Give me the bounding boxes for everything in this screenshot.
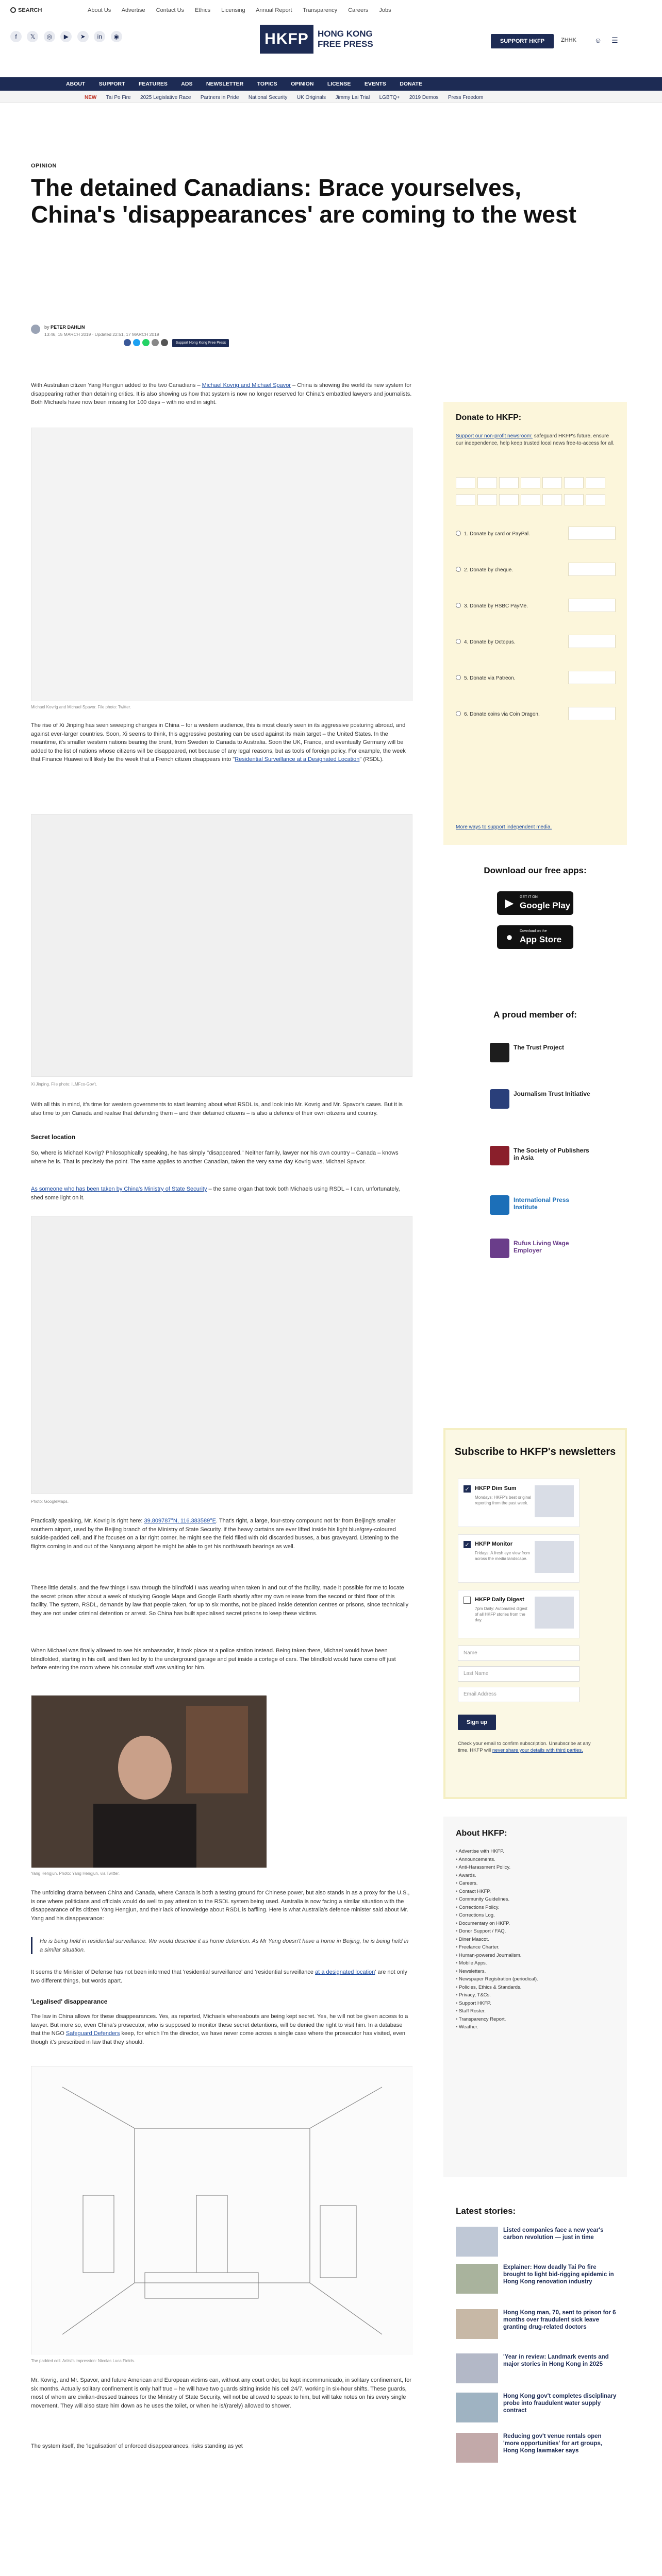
- story-thumbnail: [456, 2264, 498, 2294]
- donate-option[interactable]: 3. Donate by HSBC PayMe.: [456, 603, 616, 618]
- nav-item[interactable]: DONATE: [400, 81, 422, 87]
- copy-link-icon[interactable]: [161, 339, 168, 346]
- logo-text: HONG KONG FREE PRESS: [318, 29, 373, 49]
- about-link[interactable]: • Human-powered Journalism.: [456, 1952, 610, 1960]
- topic-link[interactable]: Partners in Pride: [200, 95, 239, 100]
- bank-icon: [499, 494, 519, 505]
- latest-title: Latest stories:: [456, 2206, 516, 2216]
- story-thumbnail: [456, 2433, 498, 2463]
- apps-title: Download our free apps:: [484, 866, 587, 875]
- donate-title: Donate to HKFP:: [456, 413, 522, 422]
- checkbox-checked-icon[interactable]: ✓: [464, 1485, 471, 1493]
- top-link[interactable]: Ethics: [195, 7, 211, 13]
- topic-bar: [0, 91, 662, 103]
- donate-option[interactable]: 1. Donate by card or PayPal.: [456, 531, 616, 546]
- about-box: [443, 1817, 627, 2177]
- octopus-icon: [564, 477, 584, 488]
- radio-icon: [456, 711, 461, 716]
- checkbox-icon[interactable]: [464, 1597, 471, 1604]
- article-paragraph: Mr. Kovrig, and Mr. Spavor, and future American and European victims can, without any court order, be kept incommunicado, in solitary confinement, for six months. Actually solitary confinement is only half true – he will have two guards sitting inside his cell 24/7, working in six-hour shifts. These guards, most of whom are civilian-dressed trainees for the Ministry of State Security, will not be allowed to speak to him, but will take notes on his every single movement. They will also stare him down as he uses the toilet, or when he is/(rarely) allowed to shower.: [31, 2377, 411, 2409]
- sopa-icon: [490, 1146, 509, 1165]
- account-icon[interactable]: ☺: [594, 36, 602, 44]
- apps-box: [443, 866, 627, 994]
- about-link[interactable]: • Advertise with HKFP.: [456, 1848, 610, 1856]
- newsletter-thumbnail: [535, 1485, 574, 1517]
- story-item[interactable]: Reducing gov't venue rentals open 'more opportunities' for art groups, Hong Kong lawmaker says: [456, 2433, 616, 2465]
- about-link[interactable]: • Awards.: [456, 1872, 610, 1880]
- story-thumbnail: [456, 2393, 498, 2422]
- donate-option-image: [568, 635, 616, 648]
- member-logo[interactable]: Rufus Living Wage Employer: [490, 1236, 593, 1261]
- article-paragraph: These little details, and the few things I saw through the blindfold I was wearing when taken in and out of the facility, made it possible for me to locate the secret prison after about a week of studying Google Maps and Google Earth shortly after my own release from the second or third floor of this facility. The system, RSDL, demands by law that people taken, for up to six months, not be placed inside detention centres or prisons, since technically they are not under criminal detention or arrest. So China has built specialised secret prisons to keep these victims.: [31, 1585, 409, 1617]
- story-item[interactable]: Listed companies face a new year's carbon revolution — just in time: [456, 2227, 616, 2259]
- donate-option[interactable]: 2. Donate by cheque.: [456, 567, 616, 582]
- about-link[interactable]: • Careers.: [456, 1879, 610, 1888]
- donate-option-image: [568, 599, 616, 612]
- top-link[interactable]: Annual Report: [256, 7, 292, 13]
- radio-icon: [456, 603, 461, 608]
- top-link[interactable]: About Us: [88, 7, 111, 13]
- topic-link[interactable]: Jimmy Lai Trial: [335, 95, 370, 100]
- app-store-button[interactable]: ● Download on the App Store: [497, 925, 573, 949]
- member-logo[interactable]: The Society of Publishers in Asia: [490, 1144, 593, 1168]
- cell-sketch: [31, 2066, 413, 2355]
- menu-icon[interactable]: ☰: [611, 36, 618, 44]
- story-thumbnail: [456, 2353, 498, 2383]
- top-link[interactable]: Jobs: [379, 7, 391, 13]
- about-list: [456, 1848, 610, 2031]
- article-paragraph: So, where is Michael Kovrig? Philosophically speaking, he has simply "disappeared." Neither family, lawyer nor his own country – Canada – knows where he is. That is precisely the point. The same applies to another Canadian, taken the very same day Kovrig was, Michael Spavor.: [31, 1150, 399, 1165]
- inline-link[interactable]: As someone who has been taken by China's Ministry of State Security: [31, 1186, 207, 1192]
- article-photo: [31, 1695, 266, 1867]
- radio-icon: [456, 639, 461, 644]
- article-photo: [31, 1216, 412, 1494]
- story-item[interactable]: 'Year in review: Landmark events and major stories in Hong Kong in 2025: [456, 2353, 616, 2385]
- topic-link[interactable]: Press Freedom: [448, 95, 484, 100]
- coordinates-link[interactable]: 39.809787°N, 116.383589°E: [144, 1518, 216, 1524]
- whatsapp-share-icon[interactable]: [142, 339, 150, 346]
- donate-link[interactable]: Support our non-profit newsroom:: [456, 433, 533, 439]
- topic-link[interactable]: 2019 Demos: [409, 95, 439, 100]
- photo-caption: Michael Kovrig and Michael Spavor. File photo: Twitter.: [31, 705, 131, 709]
- newsletter-title: Subscribe to HKFP's newsletters: [454, 1446, 616, 1458]
- donate-option[interactable]: 5. Donate via Patreon.: [456, 675, 616, 690]
- author-avatar: [31, 325, 40, 334]
- search-icon: [10, 7, 16, 13]
- about-link[interactable]: • Corrections Log.: [456, 1911, 610, 1920]
- pull-quote: He is being held in residential surveillance. We would describe it as home detention. As Mr Yang doesn't have a home in Beijing, he is being held in a similar situation.: [31, 1937, 412, 1954]
- article-paragraph: The unfolding drama between China and Canada, where Canada is both a testing ground for Chinese power, but also stands in as a proxy for the U.S., is one where politicians and officials would do well to pay attention to the RSDL system being used. Australia is now facing a similar situation with the disappearance of its citizen Yang Hengjun, and their lack of knowledge about RSDL is baffling. Here is what Australia's defence minister said about Mr. Yang and his disappearance:: [31, 1890, 410, 1922]
- about-link[interactable]: • Newsletters.: [456, 1968, 610, 1976]
- trust-project-icon: [490, 1043, 509, 1062]
- telegram-icon[interactable]: ➤: [77, 31, 89, 42]
- about-link[interactable]: • Support HKFP.: [456, 1999, 610, 2008]
- about-title: About HKFP:: [456, 1829, 507, 1838]
- donate-box: [443, 402, 627, 845]
- rss-icon[interactable]: ◉: [111, 31, 122, 42]
- article-paragraph: Practically speaking, Mr. Kovrig is right here: 39.809787°N, 116.383589°E. That's right, a large, four-story compound not far from Beijing's smaller southern airport, used by the Beijing branch of the Ministry of State Security. If the heavy curtains are ever lifted inside his light blue/grey-coloured suicide-padded cell, and if he focuses on a far right corner, he might see the field filled with old discarded busses, a bus graveyard. Listening to the flights coming in and out of the Nanyuang airport he might be able to get his north/south bearings as well.: [31, 1518, 399, 1550]
- section-heading: Secret location: [31, 1133, 76, 1141]
- article-paragraph: The rise of Xi Jinping has seen sweeping changes in China – for a western audience, this is most clearly seen in its aggressive posturing abroad, and against ever-larger countries. Soon, Xi seems to think, this aggressive posturing can be used against its main target – the United States. In the meantime, it's smaller western nations bearing the brunt, from Sweden to Canada to Australia. Soon the UK, France, and eventually Germany will be added to the list of nations whose citizens will be disappeared, not because of any legal reasons, but as tools of foreign policy. For example, the week that Finance Huawei will likely be the week that a French citizen disappears into "Residential Surveillance at a Designated Location" (RSDL).: [31, 722, 406, 762]
- nav-item[interactable]: ABOUT: [66, 81, 86, 87]
- about-link[interactable]: • Mobile Apps.: [456, 1959, 610, 1968]
- about-link[interactable]: • Privacy, T&Cs.: [456, 1991, 610, 1999]
- fps-icon: [456, 494, 475, 505]
- alipay-icon: [521, 494, 540, 505]
- nav-item[interactable]: NEWSLETTER: [206, 81, 244, 87]
- paypal-icon: [521, 477, 540, 488]
- twitter-share-icon[interactable]: [133, 339, 140, 346]
- top-links: [88, 7, 401, 13]
- signup-button[interactable]: Sign up: [458, 1715, 496, 1730]
- nav-item[interactable]: LICENSE: [327, 81, 351, 87]
- portrait-placeholder: [31, 1696, 267, 1868]
- patreon-icon: [586, 477, 605, 488]
- mastercard-icon: [477, 477, 497, 488]
- jti-icon: [490, 1089, 509, 1109]
- about-link[interactable]: • Staff Roster.: [456, 2007, 610, 2015]
- applepay-icon: [564, 494, 584, 505]
- radio-icon: [456, 531, 461, 536]
- newsletter-box: [443, 1428, 627, 1799]
- story-item[interactable]: Explainer: How deadly Tai Po fire brought to light bid-rigging epidemic in Hong Kong renovation industry: [456, 2264, 616, 2296]
- member-logo[interactable]: The Trust Project: [490, 1041, 593, 1065]
- nav-item[interactable]: OPINION: [291, 81, 314, 87]
- about-link[interactable]: • Community Guidelines.: [456, 1895, 610, 1904]
- about-link[interactable]: • Announcements.: [456, 1856, 610, 1864]
- inline-link[interactable]: Residential Surveillance at a Designated Location: [235, 756, 360, 762]
- story-thumbnail: [456, 2227, 498, 2257]
- article-paragraph: With Australian citizen Yang Hengjun added to the two Canadians – Michael Kovrig and Michael Spavor – China is showing the world its new system for disappearing rather than detaining critics. It is also showing us how that system is now no longer reserved for China's embattled lawyers and journalists. Both Michaels have now been missing for 100 days – with no end in sight.: [31, 382, 412, 405]
- nav-item[interactable]: FEATURES: [139, 81, 168, 87]
- email-input[interactable]: Email Address: [458, 1687, 580, 1702]
- article-paragraph: The law in China allows for these disappearances. Yes, as reported, Michaels whereabouts are being kept secret. Yes, he will not be given access to a lawyer. But more so, even China's prosecutor, who is supposed to monitor these secret detentions, will be denied the right to visit him. In a database that the NGO Safeguard Defenders keep, for which I'm the director, we have never come across a single case where the prosecutor has visited, even though it's prescribed in law that they should.: [31, 2013, 408, 2045]
- googlepay-icon: [586, 494, 605, 505]
- about-link[interactable]: • Anti-Harassment Policy.: [456, 1863, 610, 1872]
- facebook-icon[interactable]: f: [10, 31, 22, 42]
- linkedin-icon[interactable]: in: [94, 31, 105, 42]
- instagram-icon[interactable]: ◎: [44, 31, 55, 42]
- social-links: [10, 31, 125, 42]
- top-link[interactable]: Licensing: [221, 7, 245, 13]
- share-bar: [124, 339, 231, 349]
- section-label[interactable]: OPINION: [31, 163, 57, 169]
- first-name-input[interactable]: Name: [458, 1646, 580, 1661]
- privacy-link[interactable]: never share your details with third parties.: [492, 1748, 583, 1753]
- donate-intro: Support our non-profit newsroom: safeguard HKFP's future, ensure our independence, help keep trusted local news free-to-access for all.: [456, 433, 615, 446]
- inline-link[interactable]: Safeguard Defenders: [65, 2030, 120, 2037]
- google-play-button[interactable]: ▶ GET IT ON Google Play: [497, 891, 573, 915]
- inline-link[interactable]: Michael Kovrig and Michael Spavor: [202, 382, 291, 388]
- about-link[interactable]: • Newspaper Registration (periodical).: [456, 1975, 610, 1984]
- top-link[interactable]: Transparency: [303, 7, 338, 13]
- checkbox-checked-icon[interactable]: ✓: [464, 1541, 471, 1548]
- topic-link[interactable]: Tai Po Fire: [106, 95, 131, 100]
- author-line: by PETER DAHLIN: [44, 325, 85, 330]
- nav-item[interactable]: SUPPORT: [98, 81, 125, 87]
- membership-box: [443, 1010, 627, 1412]
- article-paragraph: As someone who has been taken by China's Ministry of State Security – the same organ that took both Michaels using RSDL – I can, unfortunately, shed some light on it.: [31, 1186, 400, 1201]
- article-paragraph: It seems the Minister of Defense has not been informed that 'residential surveillance' and 'residential surveillance at a designated location' are not only two different things, but words apart.: [31, 1969, 407, 1984]
- article-photo: [31, 428, 412, 701]
- section-heading: 'Legalised' disappearance: [31, 1998, 108, 2005]
- nav-item[interactable]: EVENTS: [364, 81, 386, 87]
- photo-caption: Yang Hengjun. Photo: Yang Hengjun, via Twitter.: [31, 1871, 120, 1876]
- twitter-icon[interactable]: 𝕏: [27, 31, 38, 42]
- top-link[interactable]: Contact Us: [156, 7, 185, 13]
- support-badge-button[interactable]: Support Hong Kong Free Press: [172, 339, 229, 347]
- newsletter-thumbnail: [535, 1597, 574, 1629]
- site-header: [0, 0, 662, 77]
- last-name-input[interactable]: Last Name: [458, 1666, 580, 1682]
- top-utility-bar: [10, 6, 652, 19]
- photo-caption: Xi Jinping. File photo: iLMFco-Gov't.: [31, 1082, 97, 1087]
- topic-link[interactable]: UK Originals: [296, 95, 326, 100]
- newsletter-option[interactable]: HKFP Daily Digest 7pm Daily: Automated digest of all HKFP stories from the day.: [458, 1590, 580, 1638]
- article-illustration: [31, 2066, 412, 2354]
- about-link[interactable]: • Corrections Policy.: [456, 1904, 610, 1912]
- donate-option-image: [568, 707, 616, 720]
- donate-option-image: [568, 671, 616, 684]
- topic-link[interactable]: LGBTQ+: [379, 95, 400, 100]
- donate-option[interactable]: 6. Donate coins via Coin Dragon.: [456, 711, 616, 726]
- about-link[interactable]: • Donor Support / FAQ.: [456, 1927, 610, 1936]
- about-link[interactable]: • Transparency Report.: [456, 2015, 610, 2024]
- story-thumbnail: [456, 2309, 498, 2339]
- nav-item[interactable]: ADS: [181, 81, 193, 87]
- more-ways-link[interactable]: More ways to support independent media.: [456, 824, 552, 830]
- radio-icon: [456, 675, 461, 680]
- about-link[interactable]: • Diner Mascot.: [456, 1936, 610, 1944]
- top-link[interactable]: Careers: [348, 7, 369, 13]
- about-link[interactable]: • Contact HKFP.: [456, 1888, 610, 1896]
- newsletter-option[interactable]: ✓ HKFP Monitor Fridays: A fresh eye view from across the media landscape.: [458, 1534, 580, 1583]
- payme-icon: [542, 477, 562, 488]
- story-item[interactable]: Hong Kong man, 70, sent to prison for 6 months over fraudulent sick leave granting drug-related doctors: [456, 2309, 616, 2341]
- logo-mark: HKFP: [260, 25, 313, 54]
- donate-option-image: [568, 527, 616, 540]
- article-paragraph: When Michael was finally allowed to see his ambassador, it took place at a police station instead. Being taken there, Michael would have been blindfolded, starting in his cell, and then led by to the underground garage and put inside a cortege of cars. The blindfold would have come off just before entering the room where his consular staff was waiting for him.: [31, 1648, 396, 1671]
- newsletter-thumbnail: [535, 1541, 574, 1573]
- living-wage-icon: [490, 1239, 509, 1258]
- article-paragraph: The system itself, the 'legalisation' of enforced disappearances, risks standing as yet: [31, 2443, 243, 2449]
- payment-logos: [456, 477, 610, 511]
- newsletter-option[interactable]: ✓ HKFP Dim Sum Mondays: HKFP's best original reporting from the past week.: [458, 1479, 580, 1527]
- amex-icon: [499, 477, 519, 488]
- article-photo: [31, 814, 412, 1077]
- member-logo[interactable]: Journalism Trust Initiative: [490, 1087, 593, 1112]
- topic-link[interactable]: 2025 Legislative Race: [140, 95, 191, 100]
- member-logo[interactable]: International Press Institute: [490, 1193, 593, 1218]
- photo-caption: Photo: GoogleMaps.: [31, 1499, 69, 1504]
- topic-link[interactable]: National Security: [248, 95, 288, 100]
- photo-caption: The padded cell. Artist's impression: Nicolas Luca Fields.: [31, 2359, 135, 2363]
- about-link[interactable]: • Weather.: [456, 2023, 610, 2031]
- wechat-pay-icon: [542, 494, 562, 505]
- language-switch[interactable]: ZHHK: [561, 37, 576, 43]
- publish-dates: 13:46, 15 MARCH 2019 · Updated 22:51, 17 MARCH 2019: [44, 332, 159, 337]
- top-link[interactable]: Advertise: [121, 7, 145, 13]
- story-item[interactable]: Hong Kong gov't completes disciplinary probe into fraudulent water supply contract: [456, 2393, 616, 2425]
- about-link[interactable]: • Documentary on HKFP.: [456, 1920, 610, 1928]
- support-hkfp-button[interactable]: SUPPORT HKFP: [491, 34, 554, 48]
- donate-option-image: [568, 563, 616, 576]
- radio-icon: [456, 567, 461, 572]
- email-share-icon[interactable]: [152, 339, 159, 346]
- search-button[interactable]: SEARCH: [10, 7, 42, 13]
- facebook-share-icon[interactable]: [124, 339, 131, 346]
- donate-option[interactable]: 4. Donate by Octopus.: [456, 639, 616, 654]
- newsletter-note: Check your email to confirm subscription. Unsubscribe at any time. HKFP will never share your details with third parties.: [458, 1741, 591, 1753]
- nav-item[interactable]: TOPICS: [257, 81, 277, 87]
- play-store-icon: ▶: [505, 896, 514, 909]
- new-badge: NEW: [85, 95, 97, 100]
- about-link[interactable]: • Freelance Charter.: [456, 1943, 610, 1952]
- inline-link[interactable]: at a designated location: [315, 1969, 375, 1975]
- visa-icon: [456, 477, 475, 488]
- main-nav: [0, 77, 662, 91]
- cheque-icon: [477, 494, 497, 505]
- author-name[interactable]: PETER DAHLIN: [51, 325, 85, 330]
- article-paragraph: With all this in mind, it's time for western governments to start learning about what RSDL is, and look into Mr. Kovrig and Mr. Spavor's cases. But it is also time to join Canada and realise that defending them – and their detained citizens – is also a defence of their own citizens and country.: [31, 1101, 403, 1116]
- about-link[interactable]: • Policies, Ethics & Standards.: [456, 1984, 610, 1992]
- header-icons: [593, 36, 624, 46]
- apple-icon: ●: [506, 930, 513, 943]
- membership-title: A proud member of:: [493, 1010, 577, 1020]
- photo-placeholder: [31, 428, 413, 701]
- youtube-icon[interactable]: ▶: [60, 31, 72, 42]
- article-headline: The detained Canadians: Brace yourselves, China's 'disappearances' are coming to the west: [31, 174, 576, 228]
- ipi-icon: [490, 1195, 509, 1215]
